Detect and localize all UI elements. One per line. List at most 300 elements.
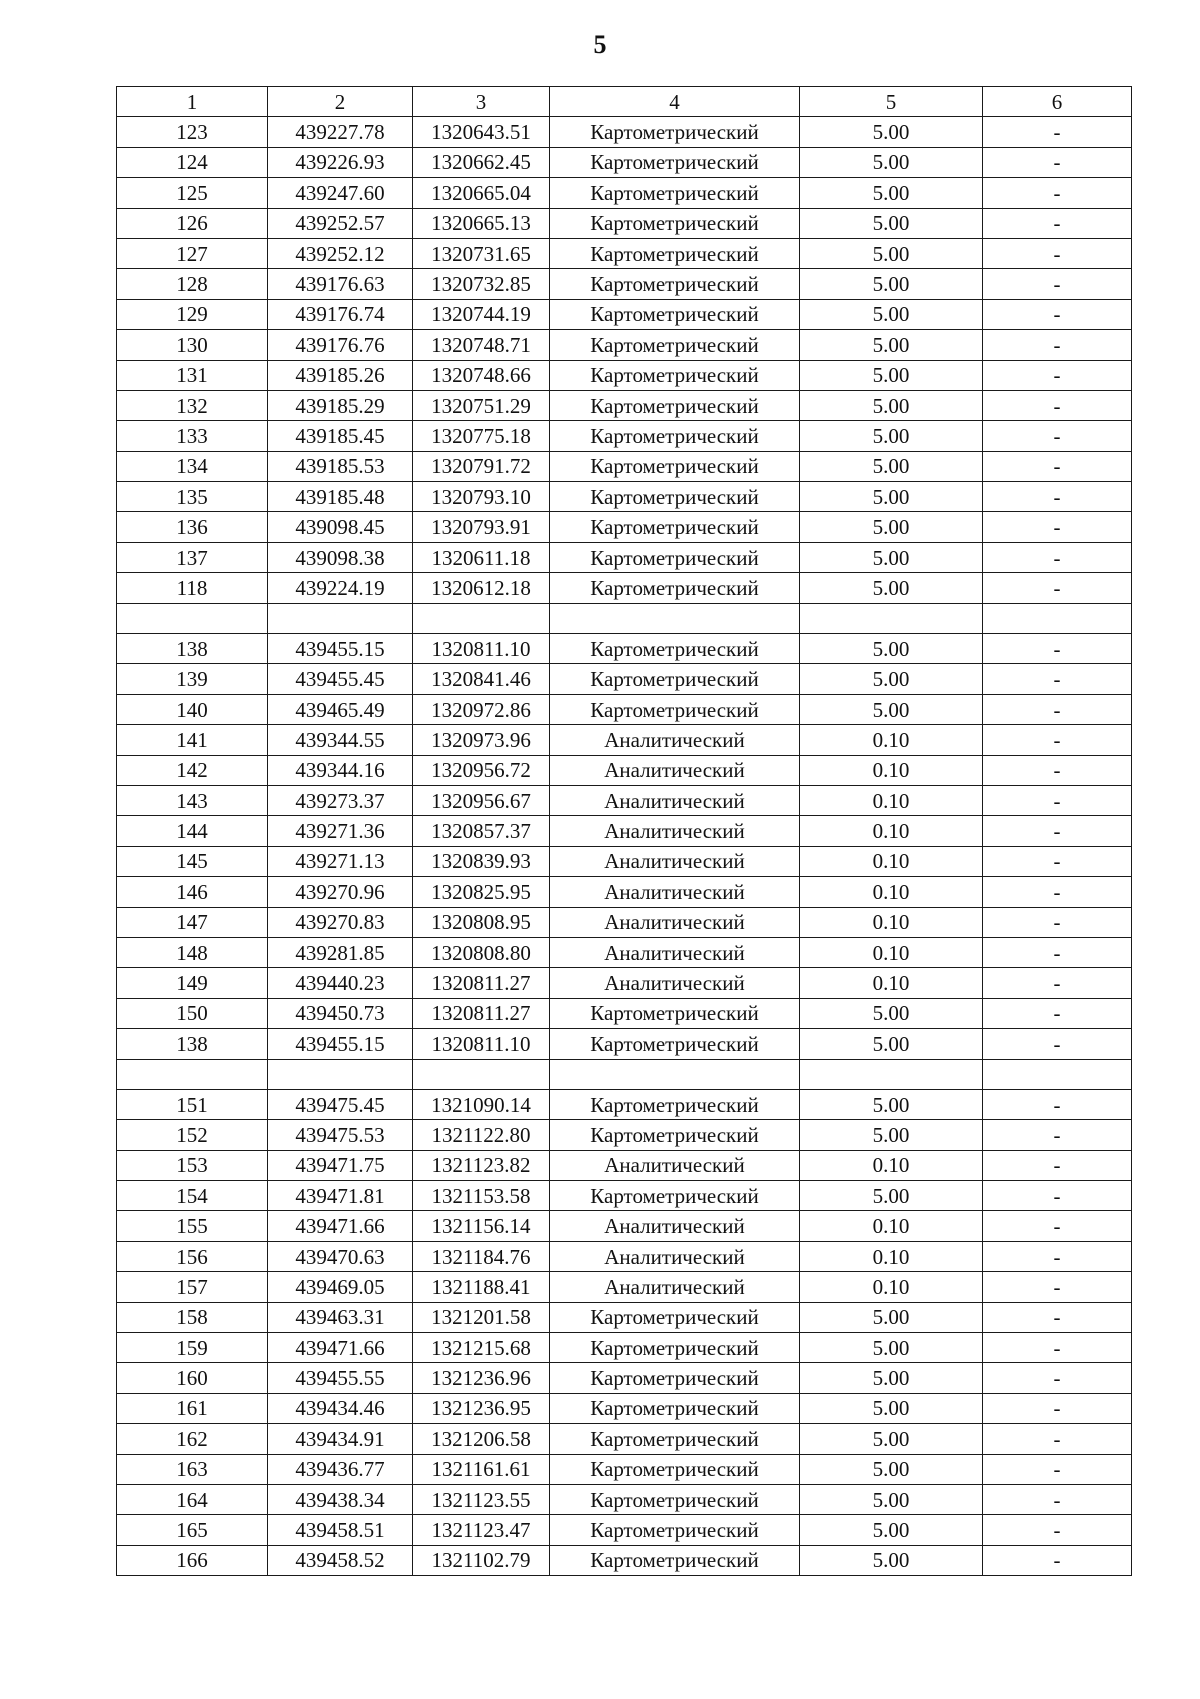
accuracy-cell: 5.00 <box>800 299 983 329</box>
method-cell: Картометрический <box>550 482 800 512</box>
y-coordinate-cell: 1320811.10 <box>413 634 550 664</box>
table-row <box>117 1120 1132 1150</box>
point-number-cell: 123 <box>117 117 268 147</box>
accuracy-cell: 5.00 <box>800 1424 983 1454</box>
method-cell: Картометрический <box>550 299 800 329</box>
table-row <box>117 1272 1132 1302</box>
x-coordinate-cell <box>268 1059 413 1089</box>
y-coordinate-cell: 1321236.95 <box>413 1393 550 1423</box>
method-cell: Аналитический <box>550 1211 800 1241</box>
note-cell: - <box>983 542 1132 572</box>
note-cell: - <box>983 998 1132 1028</box>
point-number-cell: 144 <box>117 816 268 846</box>
accuracy-cell: 0.10 <box>800 725 983 755</box>
method-cell: Картометрический <box>550 1029 800 1059</box>
x-coordinate-cell: 439185.45 <box>268 421 413 451</box>
y-coordinate-cell: 1320793.91 <box>413 512 550 542</box>
point-number-cell: 157 <box>117 1272 268 1302</box>
accuracy-cell: 5.00 <box>800 421 983 451</box>
x-coordinate-cell <box>268 603 413 633</box>
y-coordinate-cell <box>413 1059 550 1089</box>
note-cell: - <box>983 299 1132 329</box>
table-row <box>117 330 1132 360</box>
table-row <box>117 1333 1132 1363</box>
accuracy-cell: 5.00 <box>800 634 983 664</box>
point-number-cell: 146 <box>117 877 268 907</box>
accuracy-cell: 0.10 <box>800 877 983 907</box>
method-cell: Картометрический <box>550 421 800 451</box>
note-cell <box>983 1059 1132 1089</box>
method-cell: Аналитический <box>550 846 800 876</box>
note-cell: - <box>983 1484 1132 1514</box>
accuracy-cell: 0.10 <box>800 846 983 876</box>
table-row <box>117 1241 1132 1271</box>
point-number-cell: 150 <box>117 998 268 1028</box>
method-cell: Картометрический <box>550 1089 800 1119</box>
note-cell: - <box>983 1302 1132 1332</box>
accuracy-cell: 0.10 <box>800 1150 983 1180</box>
y-coordinate-cell: 1320956.67 <box>413 785 550 815</box>
accuracy-cell: 5.00 <box>800 1545 983 1575</box>
method-cell: Картометрический <box>550 390 800 420</box>
y-coordinate-cell: 1320793.10 <box>413 482 550 512</box>
method-cell: Картометрический <box>550 269 800 299</box>
y-coordinate-cell: 1320956.72 <box>413 755 550 785</box>
y-coordinate-cell: 1320665.04 <box>413 178 550 208</box>
x-coordinate-cell: 439455.55 <box>268 1363 413 1393</box>
column-header: 4 <box>550 87 800 117</box>
table-row <box>117 816 1132 846</box>
table-row <box>117 390 1132 420</box>
x-coordinate-cell: 439465.49 <box>268 694 413 724</box>
table-row <box>117 725 1132 755</box>
note-cell: - <box>983 573 1132 603</box>
x-coordinate-cell: 439226.93 <box>268 147 413 177</box>
note-cell: - <box>983 512 1132 542</box>
y-coordinate-cell: 1320731.65 <box>413 238 550 268</box>
y-coordinate-cell: 1320775.18 <box>413 421 550 451</box>
note-cell: - <box>983 1089 1132 1119</box>
point-number-cell: 162 <box>117 1424 268 1454</box>
method-cell: Картометрический <box>550 1333 800 1363</box>
method-cell: Картометрический <box>550 1454 800 1484</box>
accuracy-cell: 5.00 <box>800 1029 983 1059</box>
y-coordinate-cell: 1320643.51 <box>413 117 550 147</box>
point-number-cell: 138 <box>117 634 268 664</box>
method-cell: Картометрический <box>550 1484 800 1514</box>
accuracy-cell: 5.00 <box>800 1454 983 1484</box>
x-coordinate-cell: 439438.34 <box>268 1484 413 1514</box>
x-coordinate-cell: 439273.37 <box>268 785 413 815</box>
y-coordinate-cell: 1320808.95 <box>413 907 550 937</box>
note-cell: - <box>983 634 1132 664</box>
accuracy-cell: 5.00 <box>800 998 983 1028</box>
y-coordinate-cell: 1320811.27 <box>413 968 550 998</box>
point-number-cell: 160 <box>117 1363 268 1393</box>
point-number-cell: 161 <box>117 1393 268 1423</box>
x-coordinate-cell: 439247.60 <box>268 178 413 208</box>
table-row <box>117 269 1132 299</box>
accuracy-cell: 5.00 <box>800 360 983 390</box>
column-header: 2 <box>268 87 413 117</box>
header-row <box>117 87 1132 117</box>
accuracy-cell: 0.10 <box>800 907 983 937</box>
note-cell: - <box>983 1241 1132 1271</box>
point-number-cell: 151 <box>117 1089 268 1119</box>
accuracy-cell: 0.10 <box>800 755 983 785</box>
table-row <box>117 634 1132 664</box>
point-number-cell: 131 <box>117 360 268 390</box>
x-coordinate-cell: 439463.31 <box>268 1302 413 1332</box>
x-coordinate-cell: 439176.76 <box>268 330 413 360</box>
y-coordinate-cell: 1320611.18 <box>413 542 550 572</box>
table-body <box>117 117 1132 1576</box>
table-row <box>117 846 1132 876</box>
note-cell: - <box>983 907 1132 937</box>
method-cell: Аналитический <box>550 785 800 815</box>
method-cell: Аналитический <box>550 907 800 937</box>
note-cell: - <box>983 451 1132 481</box>
point-number-cell: 166 <box>117 1545 268 1575</box>
x-coordinate-cell: 439458.51 <box>268 1515 413 1545</box>
note-cell: - <box>983 269 1132 299</box>
note-cell: - <box>983 147 1132 177</box>
note-cell: - <box>983 1545 1132 1575</box>
table-row <box>117 542 1132 572</box>
table-row <box>117 694 1132 724</box>
point-number-cell: 141 <box>117 725 268 755</box>
point-number-cell: 156 <box>117 1241 268 1271</box>
x-coordinate-cell: 439270.96 <box>268 877 413 907</box>
accuracy-cell: 5.00 <box>800 330 983 360</box>
method-cell: Аналитический <box>550 1272 800 1302</box>
method-cell: Картометрический <box>550 1181 800 1211</box>
table-row <box>117 1515 1132 1545</box>
x-coordinate-cell: 439185.29 <box>268 390 413 420</box>
table-row <box>117 877 1132 907</box>
method-cell: Картометрический <box>550 1120 800 1150</box>
method-cell: Картометрический <box>550 1515 800 1545</box>
table-row <box>117 299 1132 329</box>
x-coordinate-cell: 439469.05 <box>268 1272 413 1302</box>
note-cell: - <box>983 785 1132 815</box>
accuracy-cell <box>800 603 983 633</box>
method-cell: Картометрический <box>550 512 800 542</box>
note-cell: - <box>983 117 1132 147</box>
method-cell: Аналитический <box>550 937 800 967</box>
x-coordinate-cell: 439471.66 <box>268 1333 413 1363</box>
y-coordinate-cell: 1320811.27 <box>413 998 550 1028</box>
point-number-cell: 164 <box>117 1484 268 1514</box>
accuracy-cell: 0.10 <box>800 816 983 846</box>
note-cell: - <box>983 1272 1132 1302</box>
note-cell: - <box>983 877 1132 907</box>
y-coordinate-cell: 1321123.55 <box>413 1484 550 1514</box>
table-row <box>117 1302 1132 1332</box>
method-cell: Картометрический <box>550 1302 800 1332</box>
accuracy-cell: 5.00 <box>800 512 983 542</box>
point-number-cell: 137 <box>117 542 268 572</box>
point-number-cell: 149 <box>117 968 268 998</box>
y-coordinate-cell: 1320972.86 <box>413 694 550 724</box>
x-coordinate-cell: 439185.48 <box>268 482 413 512</box>
x-coordinate-cell: 439440.23 <box>268 968 413 998</box>
y-coordinate-cell: 1320732.85 <box>413 269 550 299</box>
method-cell: Картометрический <box>550 360 800 390</box>
note-cell: - <box>983 482 1132 512</box>
y-coordinate-cell: 1321102.79 <box>413 1545 550 1575</box>
accuracy-cell: 0.10 <box>800 937 983 967</box>
table-row <box>117 907 1132 937</box>
x-coordinate-cell: 439224.19 <box>268 573 413 603</box>
note-cell <box>983 603 1132 633</box>
point-number-cell: 118 <box>117 573 268 603</box>
note-cell: - <box>983 178 1132 208</box>
method-cell: Картометрический <box>550 664 800 694</box>
point-number-cell: 153 <box>117 1150 268 1180</box>
accuracy-cell: 5.00 <box>800 451 983 481</box>
point-number-cell <box>117 603 268 633</box>
x-coordinate-cell: 439176.74 <box>268 299 413 329</box>
page-number: 5 <box>593 30 607 59</box>
accuracy-cell: 0.10 <box>800 785 983 815</box>
method-cell: Картометрический <box>550 147 800 177</box>
note-cell: - <box>983 330 1132 360</box>
point-number-cell <box>117 1059 268 1089</box>
table-row <box>117 755 1132 785</box>
point-number-cell: 154 <box>117 1181 268 1211</box>
method-cell <box>550 1059 800 1089</box>
x-coordinate-cell: 439098.45 <box>268 512 413 542</box>
point-number-cell: 152 <box>117 1120 268 1150</box>
y-coordinate-cell: 1320662.45 <box>413 147 550 177</box>
accuracy-cell: 5.00 <box>800 208 983 238</box>
x-coordinate-cell: 439455.15 <box>268 1029 413 1059</box>
y-coordinate-cell: 1320841.46 <box>413 664 550 694</box>
y-coordinate-cell: 1321188.41 <box>413 1272 550 1302</box>
table-row <box>117 1181 1132 1211</box>
note-cell: - <box>983 968 1132 998</box>
table-row <box>117 1029 1132 1059</box>
method-cell: Картометрический <box>550 694 800 724</box>
method-cell: Картометрический <box>550 573 800 603</box>
method-cell: Картометрический <box>550 330 800 360</box>
y-coordinate-cell: 1320811.10 <box>413 1029 550 1059</box>
point-number-cell: 135 <box>117 482 268 512</box>
table-row <box>117 482 1132 512</box>
table-row <box>117 664 1132 694</box>
accuracy-cell: 5.00 <box>800 1302 983 1332</box>
y-coordinate-cell <box>413 603 550 633</box>
accuracy-cell: 5.00 <box>800 542 983 572</box>
x-coordinate-cell: 439475.53 <box>268 1120 413 1150</box>
column-header: 6 <box>983 87 1132 117</box>
table-row <box>117 451 1132 481</box>
y-coordinate-cell: 1320825.95 <box>413 877 550 907</box>
method-cell: Картометрический <box>550 542 800 572</box>
x-coordinate-cell: 439252.12 <box>268 238 413 268</box>
point-number-cell: 147 <box>117 907 268 937</box>
method-cell <box>550 603 800 633</box>
x-coordinate-cell: 439434.46 <box>268 1393 413 1423</box>
table-row <box>117 238 1132 268</box>
accuracy-cell: 5.00 <box>800 147 983 177</box>
y-coordinate-cell: 1321184.76 <box>413 1241 550 1271</box>
point-number-cell: 163 <box>117 1454 268 1484</box>
table-row <box>117 937 1132 967</box>
point-number-cell: 148 <box>117 937 268 967</box>
method-cell: Аналитический <box>550 816 800 846</box>
y-coordinate-cell: 1321090.14 <box>413 1089 550 1119</box>
point-number-cell: 138 <box>117 1029 268 1059</box>
accuracy-cell: 5.00 <box>800 694 983 724</box>
x-coordinate-cell: 439450.73 <box>268 998 413 1028</box>
x-coordinate-cell: 439471.81 <box>268 1181 413 1211</box>
x-coordinate-cell: 439436.77 <box>268 1454 413 1484</box>
x-coordinate-cell: 439098.38 <box>268 542 413 572</box>
y-coordinate-cell: 1321215.68 <box>413 1333 550 1363</box>
y-coordinate-cell: 1320665.13 <box>413 208 550 238</box>
method-cell: Аналитический <box>550 877 800 907</box>
column-header: 5 <box>800 87 983 117</box>
accuracy-cell: 5.00 <box>800 117 983 147</box>
accuracy-cell: 5.00 <box>800 238 983 268</box>
y-coordinate-cell: 1320791.72 <box>413 451 550 481</box>
note-cell: - <box>983 238 1132 268</box>
x-coordinate-cell: 439176.63 <box>268 269 413 299</box>
method-cell: Аналитический <box>550 968 800 998</box>
table-row <box>117 1363 1132 1393</box>
x-coordinate-cell: 439471.75 <box>268 1150 413 1180</box>
method-cell: Картометрический <box>550 451 800 481</box>
point-number-cell: 143 <box>117 785 268 815</box>
note-cell: - <box>983 937 1132 967</box>
point-number-cell: 125 <box>117 178 268 208</box>
table-row <box>117 512 1132 542</box>
note-cell: - <box>983 1181 1132 1211</box>
note-cell: - <box>983 1393 1132 1423</box>
y-coordinate-cell: 1320751.29 <box>413 390 550 420</box>
y-coordinate-cell: 1320744.19 <box>413 299 550 329</box>
accuracy-cell: 5.00 <box>800 573 983 603</box>
y-coordinate-cell: 1320857.37 <box>413 816 550 846</box>
table-row <box>117 1150 1132 1180</box>
table-row <box>117 785 1132 815</box>
table-row <box>117 208 1132 238</box>
table-row <box>117 1484 1132 1514</box>
x-coordinate-cell: 439252.57 <box>268 208 413 238</box>
note-cell: - <box>983 1424 1132 1454</box>
accuracy-cell: 5.00 <box>800 269 983 299</box>
x-coordinate-cell: 439455.45 <box>268 664 413 694</box>
table-row <box>117 573 1132 603</box>
method-cell: Аналитический <box>550 725 800 755</box>
note-cell: - <box>983 755 1132 785</box>
accuracy-cell: 5.00 <box>800 1515 983 1545</box>
y-coordinate-cell: 1321123.47 <box>413 1515 550 1545</box>
note-cell: - <box>983 421 1132 451</box>
table-row <box>117 178 1132 208</box>
method-cell: Картометрический <box>550 178 800 208</box>
table-row <box>117 117 1132 147</box>
note-cell: - <box>983 664 1132 694</box>
x-coordinate-cell: 439344.16 <box>268 755 413 785</box>
table-row <box>117 1059 1132 1089</box>
y-coordinate-cell: 1321153.58 <box>413 1181 550 1211</box>
point-number-cell: 130 <box>117 330 268 360</box>
method-cell: Картометрический <box>550 1363 800 1393</box>
accuracy-cell: 5.00 <box>800 1089 983 1119</box>
note-cell: - <box>983 725 1132 755</box>
point-number-cell: 134 <box>117 451 268 481</box>
note-cell: - <box>983 1150 1132 1180</box>
point-number-cell: 158 <box>117 1302 268 1332</box>
column-header: 1 <box>117 87 268 117</box>
point-number-cell: 165 <box>117 1515 268 1545</box>
note-cell: - <box>983 846 1132 876</box>
x-coordinate-cell: 439271.13 <box>268 846 413 876</box>
accuracy-cell: 5.00 <box>800 1120 983 1150</box>
accuracy-cell: 5.00 <box>800 1363 983 1393</box>
note-cell: - <box>983 1454 1132 1484</box>
table-row <box>117 1089 1132 1119</box>
point-number-cell: 142 <box>117 755 268 785</box>
accuracy-cell: 5.00 <box>800 1393 983 1423</box>
method-cell: Картометрический <box>550 238 800 268</box>
method-cell: Картометрический <box>550 1545 800 1575</box>
note-cell: - <box>983 1029 1132 1059</box>
x-coordinate-cell: 439270.83 <box>268 907 413 937</box>
point-number-cell: 139 <box>117 664 268 694</box>
y-coordinate-cell: 1321206.58 <box>413 1424 550 1454</box>
point-number-cell: 140 <box>117 694 268 724</box>
x-coordinate-cell: 439271.36 <box>268 816 413 846</box>
accuracy-cell: 0.10 <box>800 1272 983 1302</box>
table-row <box>117 1454 1132 1484</box>
accuracy-cell <box>800 1059 983 1089</box>
point-number-cell: 132 <box>117 390 268 420</box>
point-number-cell: 133 <box>117 421 268 451</box>
method-cell: Картометрический <box>550 998 800 1028</box>
column-header: 3 <box>413 87 550 117</box>
accuracy-cell: 5.00 <box>800 664 983 694</box>
method-cell: Картометрический <box>550 1393 800 1423</box>
x-coordinate-cell: 439470.63 <box>268 1241 413 1271</box>
x-coordinate-cell: 439185.53 <box>268 451 413 481</box>
accuracy-cell: 0.10 <box>800 1211 983 1241</box>
point-number-cell: 127 <box>117 238 268 268</box>
table-row <box>117 147 1132 177</box>
x-coordinate-cell: 439185.26 <box>268 360 413 390</box>
table-row <box>117 603 1132 633</box>
accuracy-cell: 5.00 <box>800 1484 983 1514</box>
y-coordinate-cell: 1320973.96 <box>413 725 550 755</box>
table-row <box>117 360 1132 390</box>
accuracy-cell: 0.10 <box>800 968 983 998</box>
x-coordinate-cell: 439344.55 <box>268 725 413 755</box>
note-cell: - <box>983 1515 1132 1545</box>
table-row <box>117 998 1132 1028</box>
y-coordinate-cell: 1321236.96 <box>413 1363 550 1393</box>
point-number-cell: 128 <box>117 269 268 299</box>
accuracy-cell: 5.00 <box>800 482 983 512</box>
note-cell: - <box>983 1120 1132 1150</box>
table-row <box>117 421 1132 451</box>
y-coordinate-cell: 1320748.66 <box>413 360 550 390</box>
point-number-cell: 155 <box>117 1211 268 1241</box>
y-coordinate-cell: 1321201.58 <box>413 1302 550 1332</box>
point-number-cell: 124 <box>117 147 268 177</box>
